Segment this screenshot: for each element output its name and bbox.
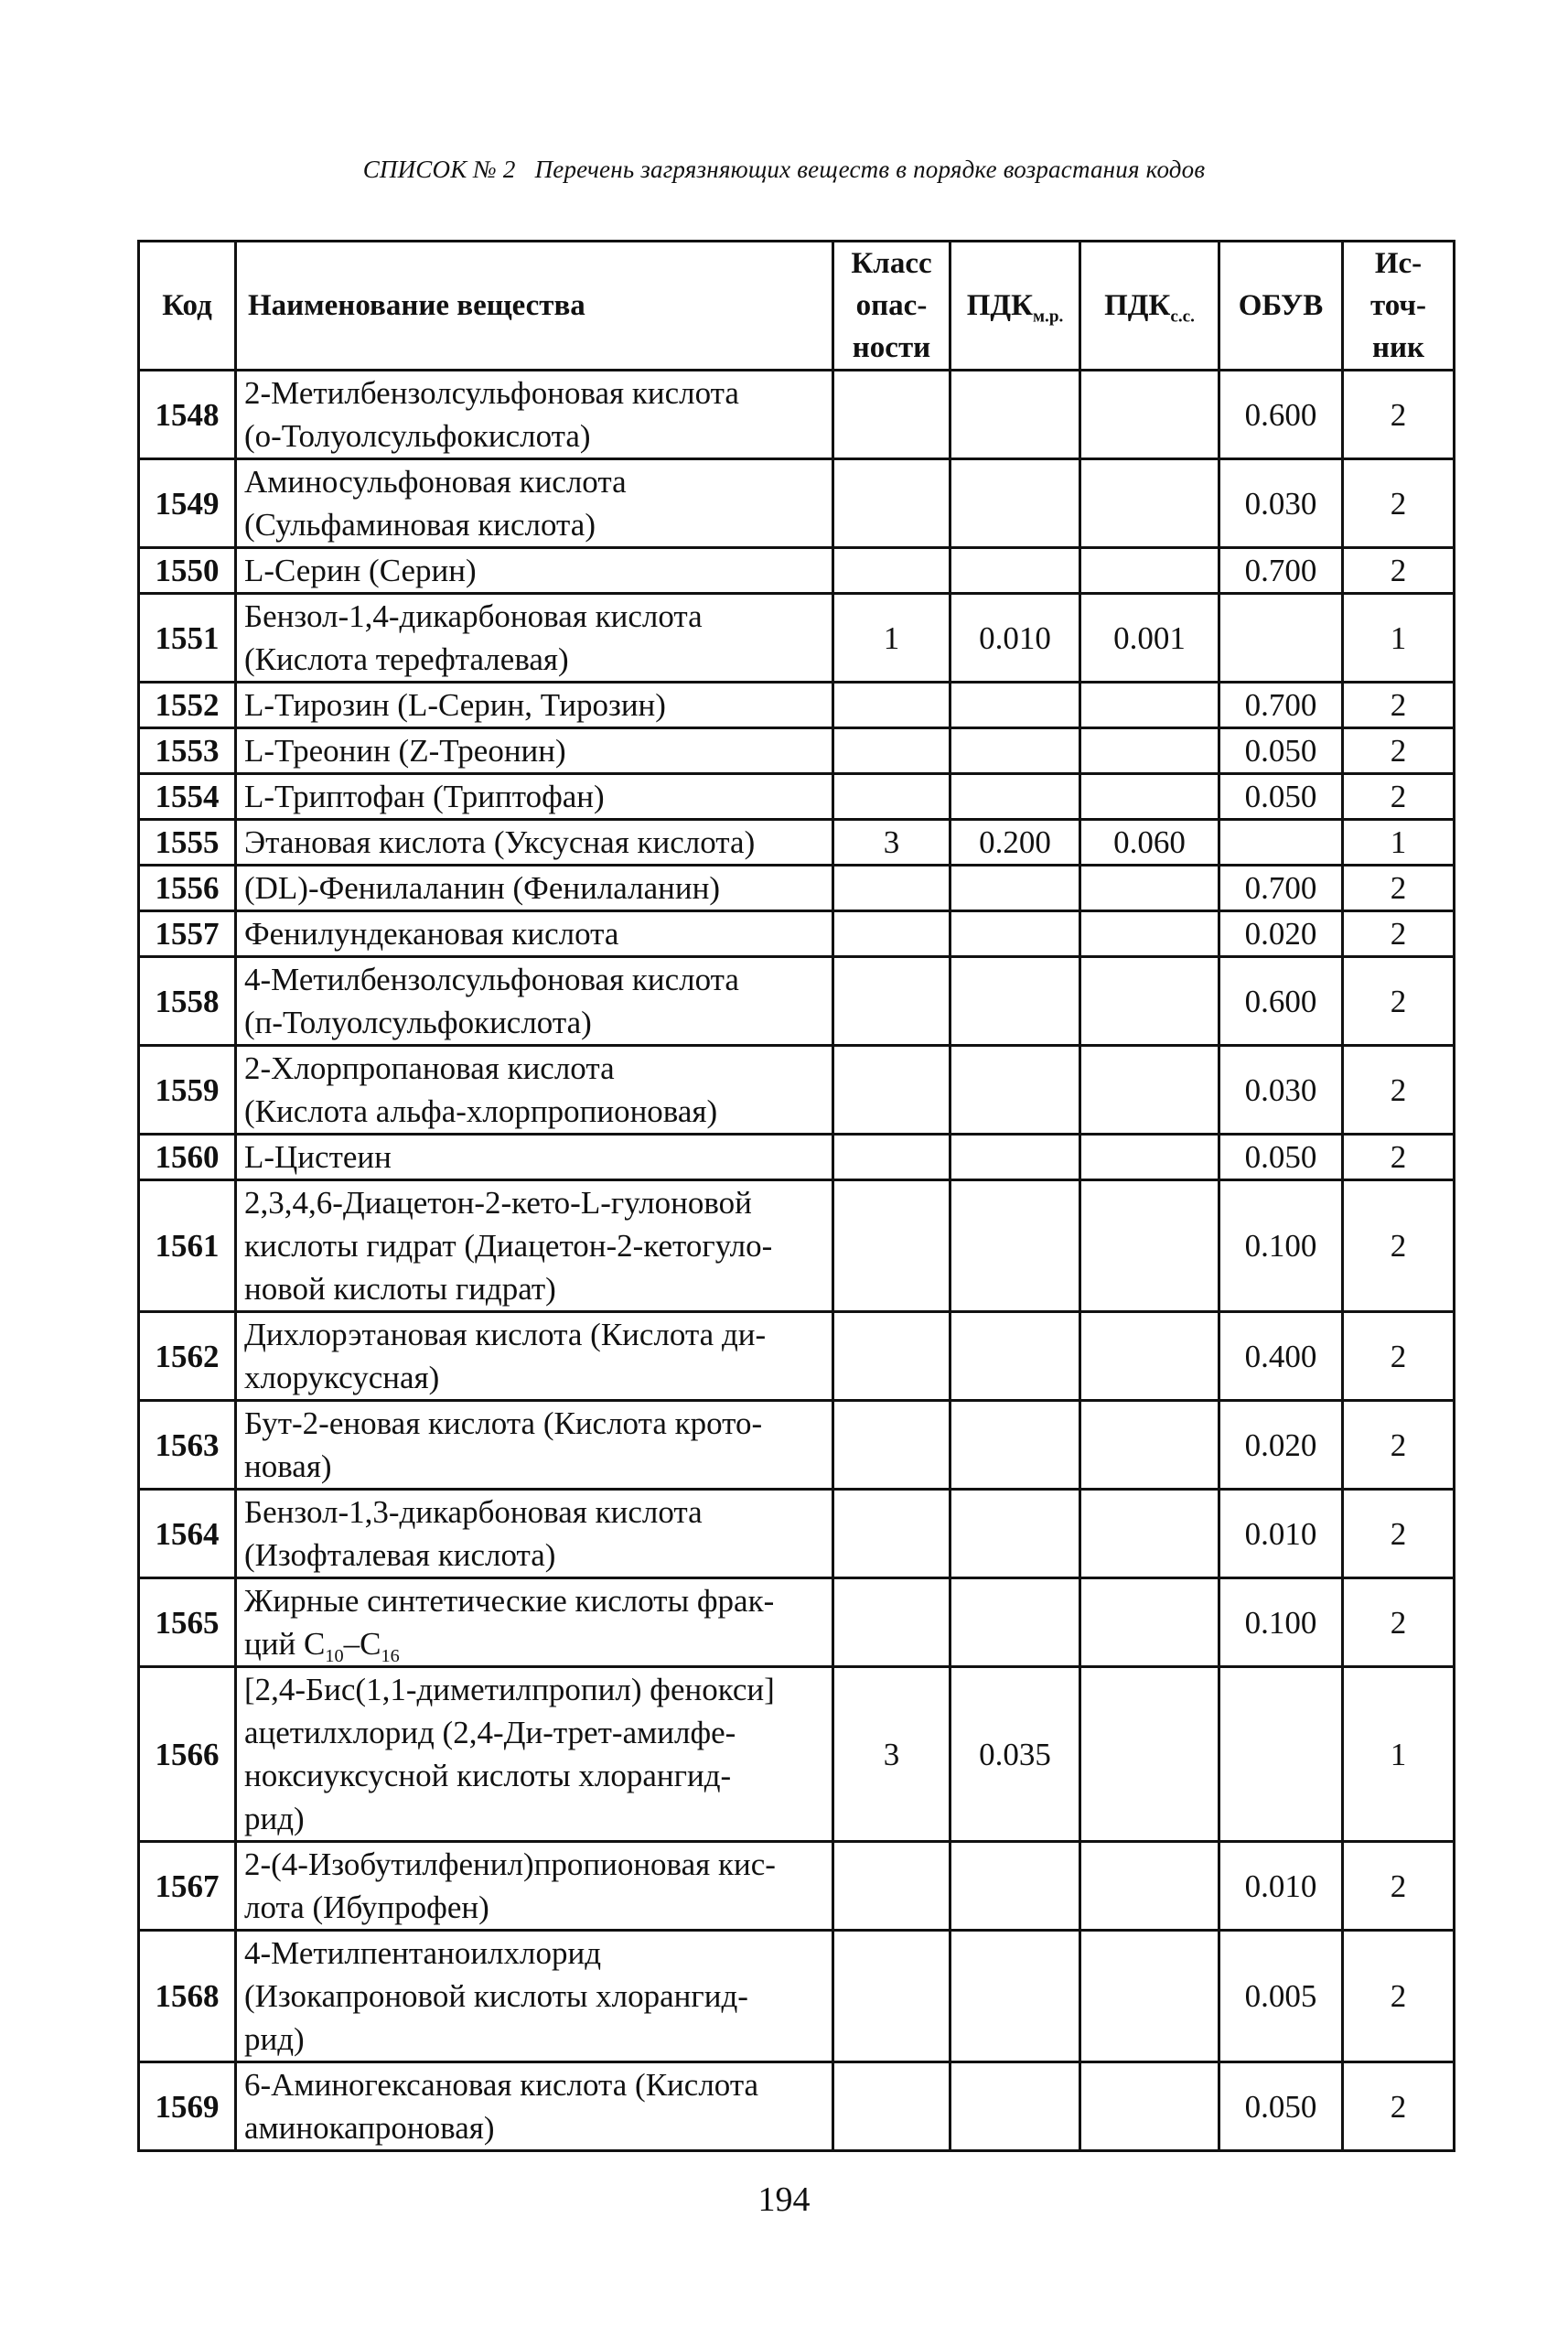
name-text-mid: –C xyxy=(343,1626,381,1662)
cell-code: 1561 xyxy=(139,1180,236,1312)
cell-pdk-mr xyxy=(950,1135,1080,1180)
header-code: Код xyxy=(139,242,236,371)
cell-name: 2-(4-Изобутилфенил)пропионовая кис- лота (Ибупрофен) xyxy=(236,1842,833,1931)
cell-obuv: 0.010 xyxy=(1219,1842,1343,1931)
cell-obuv: 0.700 xyxy=(1219,683,1343,728)
cell-code: 1569 xyxy=(139,2062,236,2151)
cell-obuv: 0.100 xyxy=(1219,1180,1343,1312)
cell-obuv: 0.020 xyxy=(1219,911,1343,957)
cell-pdk-mr xyxy=(950,1578,1080,1667)
cell-code: 1565 xyxy=(139,1578,236,1667)
cell-source: 2 xyxy=(1343,1312,1455,1401)
cell-pdk-ss xyxy=(1080,1401,1219,1490)
cell-code: 1564 xyxy=(139,1490,236,1578)
header-row xyxy=(139,242,1455,371)
cell-name xyxy=(236,1578,833,1667)
list-subtitle: Перечень загрязняющих веществ в порядке возрастания кодов xyxy=(534,156,1206,183)
header-pdk-ss-sub: с.с. xyxy=(1170,307,1195,327)
cell-source: 2 xyxy=(1343,1931,1455,2062)
header-pdk-ss-label: ПДК xyxy=(1104,289,1171,322)
cell-pdk-ss xyxy=(1080,1578,1219,1667)
cell-obuv: 0.600 xyxy=(1219,371,1343,459)
table-row xyxy=(139,371,1455,459)
cell-pdk-mr xyxy=(950,957,1080,1046)
cell-pdk-ss xyxy=(1080,1180,1219,1312)
cell-pdk-mr xyxy=(950,1312,1080,1401)
cell-hazard-class xyxy=(833,774,950,820)
cell-obuv: 0.010 xyxy=(1219,1490,1343,1578)
table-row xyxy=(139,1401,1455,1490)
cell-name: (DL)-Фенилаланин (Фенилаланин) xyxy=(236,866,833,911)
cell-hazard-class xyxy=(833,1135,950,1180)
cell-hazard-class xyxy=(833,1842,950,1931)
cell-pdk-ss xyxy=(1080,1490,1219,1578)
cell-code: 1560 xyxy=(139,1135,236,1180)
cell-code: 1558 xyxy=(139,957,236,1046)
table-row xyxy=(139,2062,1455,2151)
cell-pdk-mr xyxy=(950,1180,1080,1312)
cell-pdk-mr xyxy=(950,2062,1080,2151)
header-hazard-class-label: Класс опас- ности xyxy=(851,247,932,364)
cell-pdk-mr xyxy=(950,728,1080,774)
cell-pdk-mr: 0.035 xyxy=(950,1667,1080,1842)
table-header xyxy=(139,242,1455,371)
table-row xyxy=(139,594,1455,683)
table-row xyxy=(139,1135,1455,1180)
cell-pdk-mr xyxy=(950,683,1080,728)
cell-source: 2 xyxy=(1343,957,1455,1046)
cell-pdk-mr xyxy=(950,371,1080,459)
cell-hazard-class: 3 xyxy=(833,1667,950,1842)
cell-pdk-ss xyxy=(1080,459,1219,548)
cell-name: Бут-2-еновая кислота (Кислота крото- новая) xyxy=(236,1401,833,1490)
cell-pdk-ss: 0.060 xyxy=(1080,820,1219,866)
cell-pdk-ss xyxy=(1080,1312,1219,1401)
cell-pdk-ss xyxy=(1080,683,1219,728)
cell-obuv: 0.005 xyxy=(1219,1931,1343,2062)
cell-source: 1 xyxy=(1343,820,1455,866)
cell-pdk-mr xyxy=(950,1401,1080,1490)
table-row xyxy=(139,459,1455,548)
cell-source: 2 xyxy=(1343,866,1455,911)
cell-name: 2-Хлорпропановая кислота (Кислота альфа-хлорпропионовая) xyxy=(236,1046,833,1135)
page-header xyxy=(0,156,1568,184)
cell-name: L-Цистеин xyxy=(236,1135,833,1180)
cell-obuv: 0.020 xyxy=(1219,1401,1343,1490)
cell-pdk-mr xyxy=(950,1046,1080,1135)
cell-code: 1562 xyxy=(139,1312,236,1401)
cell-name: [2,4-Бис(1,1-диметилпропил) фенокси] ацетилхлорид (2,4-Ди-трет-амилфе- ноксиуксусной кислоты хлорангид- рид) xyxy=(236,1667,833,1842)
cell-source: 2 xyxy=(1343,459,1455,548)
cell-code: 1567 xyxy=(139,1842,236,1931)
table-row xyxy=(139,1578,1455,1667)
table-row xyxy=(139,728,1455,774)
cell-pdk-ss: 0.001 xyxy=(1080,594,1219,683)
cell-hazard-class: 3 xyxy=(833,820,950,866)
cell-obuv: 0.700 xyxy=(1219,548,1343,594)
cell-obuv: 0.050 xyxy=(1219,728,1343,774)
table-row xyxy=(139,548,1455,594)
cell-hazard-class xyxy=(833,1312,950,1401)
name-text: Жирные синтетические кислоты фрак- ций C xyxy=(244,1583,775,1662)
cell-source: 2 xyxy=(1343,1842,1455,1931)
cell-obuv: 0.030 xyxy=(1219,1046,1343,1135)
substances-table xyxy=(137,240,1455,2152)
cell-hazard-class xyxy=(833,459,950,548)
cell-pdk-ss xyxy=(1080,2062,1219,2151)
cell-pdk-mr xyxy=(950,1931,1080,2062)
cell-code: 1550 xyxy=(139,548,236,594)
header-pdk-mr-label: ПДК xyxy=(966,289,1034,322)
table-row xyxy=(139,866,1455,911)
cell-name: 2-Метилбензолсульфоновая кислота (о-Толуолсульфокислота) xyxy=(236,371,833,459)
cell-pdk-mr: 0.010 xyxy=(950,594,1080,683)
cell-code: 1549 xyxy=(139,459,236,548)
cell-hazard-class xyxy=(833,683,950,728)
cell-pdk-mr: 0.200 xyxy=(950,820,1080,866)
header-name: Наименование вещества xyxy=(236,242,833,371)
header-obuv: ОБУВ xyxy=(1219,242,1343,371)
cell-name: 2,3,4,6-Диацетон-2-кето-L-гулоновой кислоты гидрат (Диацетон-2-кетогуло- новой кислоты гидрат) xyxy=(236,1180,833,1312)
cell-pdk-ss xyxy=(1080,728,1219,774)
cell-code: 1552 xyxy=(139,683,236,728)
cell-pdk-ss xyxy=(1080,371,1219,459)
table-row xyxy=(139,1490,1455,1578)
cell-code: 1553 xyxy=(139,728,236,774)
table-row xyxy=(139,1667,1455,1842)
cell-pdk-ss xyxy=(1080,774,1219,820)
cell-source: 1 xyxy=(1343,594,1455,683)
cell-name: L-Треонин (Z-Треонин) xyxy=(236,728,833,774)
cell-name: Аминосульфоновая кислота (Сульфаминовая кислота) xyxy=(236,459,833,548)
cell-hazard-class: 1 xyxy=(833,594,950,683)
cell-hazard-class xyxy=(833,866,950,911)
page-number: 194 xyxy=(757,2180,811,2219)
cell-obuv xyxy=(1219,820,1343,866)
cell-hazard-class xyxy=(833,371,950,459)
cell-pdk-mr xyxy=(950,459,1080,548)
cell-code: 1548 xyxy=(139,371,236,459)
cell-source: 2 xyxy=(1343,548,1455,594)
cell-obuv: 0.050 xyxy=(1219,1135,1343,1180)
cell-hazard-class xyxy=(833,1180,950,1312)
cell-name: Этановая кислота (Уксусная кислота) xyxy=(236,820,833,866)
table-row xyxy=(139,957,1455,1046)
cell-source: 1 xyxy=(1343,1667,1455,1842)
cell-pdk-mr xyxy=(950,911,1080,957)
cell-obuv: 0.400 xyxy=(1219,1312,1343,1401)
cell-source: 2 xyxy=(1343,1135,1455,1180)
cell-code: 1557 xyxy=(139,911,236,957)
cell-code: 1566 xyxy=(139,1667,236,1842)
cell-source: 2 xyxy=(1343,2062,1455,2151)
cell-source: 2 xyxy=(1343,911,1455,957)
cell-pdk-mr xyxy=(950,1490,1080,1578)
cell-hazard-class xyxy=(833,1578,950,1667)
cell-name: 4-Метилпентаноилхлорид (Изокапроновой кислоты хлорангид- рид) xyxy=(236,1931,833,2062)
cell-pdk-ss xyxy=(1080,1046,1219,1135)
cell-hazard-class xyxy=(833,2062,950,2151)
name-subscript: 10 xyxy=(325,1646,344,1666)
cell-hazard-class xyxy=(833,957,950,1046)
cell-hazard-class xyxy=(833,1490,950,1578)
table-row xyxy=(139,683,1455,728)
cell-pdk-ss xyxy=(1080,1135,1219,1180)
header-pdk-mr-sub: м.р. xyxy=(1033,307,1064,327)
header-source-label: Ис- точ- ник xyxy=(1369,247,1427,364)
cell-pdk-ss xyxy=(1080,911,1219,957)
cell-hazard-class xyxy=(833,1046,950,1135)
table-row xyxy=(139,911,1455,957)
cell-code: 1556 xyxy=(139,866,236,911)
cell-obuv: 0.030 xyxy=(1219,459,1343,548)
cell-source: 2 xyxy=(1343,371,1455,459)
cell-obuv xyxy=(1219,1667,1343,1842)
name-subscript: 16 xyxy=(381,1646,400,1666)
list-title: СПИСОК № 2 xyxy=(362,156,516,183)
cell-hazard-class xyxy=(833,1931,950,2062)
cell-pdk-ss xyxy=(1080,1667,1219,1842)
cell-pdk-ss xyxy=(1080,1931,1219,2062)
cell-source: 2 xyxy=(1343,1490,1455,1578)
cell-source: 2 xyxy=(1343,1180,1455,1312)
table-row xyxy=(139,1046,1455,1135)
cell-pdk-ss xyxy=(1080,548,1219,594)
table-row xyxy=(139,1842,1455,1931)
cell-obuv xyxy=(1219,594,1343,683)
cell-name: Бензол-1,4-дикарбоновая кислота (Кислота терефталевая) xyxy=(236,594,833,683)
cell-pdk-mr xyxy=(950,1842,1080,1931)
cell-name: L-Тирозин (L-Серин, Тирозин) xyxy=(236,683,833,728)
cell-source: 2 xyxy=(1343,728,1455,774)
cell-name: Дихлорэтановая кислота (Кислота ди- хлоруксусная) xyxy=(236,1312,833,1401)
cell-source: 2 xyxy=(1343,1578,1455,1667)
cell-source: 2 xyxy=(1343,683,1455,728)
cell-name: 4-Метилбензолсульфоновая кислота (п-Толуолсульфокислота) xyxy=(236,957,833,1046)
table-row xyxy=(139,1312,1455,1401)
cell-name: L-Серин (Серин) xyxy=(236,548,833,594)
table-row xyxy=(139,1931,1455,2062)
cell-hazard-class xyxy=(833,548,950,594)
header-pdk-mr xyxy=(950,242,1080,371)
cell-hazard-class xyxy=(833,728,950,774)
header-pdk-ss xyxy=(1080,242,1219,371)
cell-pdk-mr xyxy=(950,548,1080,594)
cell-obuv: 0.050 xyxy=(1219,2062,1343,2151)
cell-obuv: 0.600 xyxy=(1219,957,1343,1046)
table-row xyxy=(139,820,1455,866)
cell-name: Бензол-1,3-дикарбоновая кислота (Изофталевая кислота) xyxy=(236,1490,833,1578)
cell-pdk-ss xyxy=(1080,957,1219,1046)
cell-code: 1554 xyxy=(139,774,236,820)
cell-pdk-mr xyxy=(950,774,1080,820)
cell-name: Фенилундекановая кислота xyxy=(236,911,833,957)
cell-code: 1551 xyxy=(139,594,236,683)
cell-source: 2 xyxy=(1343,1046,1455,1135)
cell-pdk-ss xyxy=(1080,1842,1219,1931)
cell-source: 2 xyxy=(1343,774,1455,820)
cell-hazard-class xyxy=(833,1401,950,1490)
cell-name: L-Триптофан (Триптофан) xyxy=(236,774,833,820)
cell-obuv: 0.100 xyxy=(1219,1578,1343,1667)
cell-pdk-ss xyxy=(1080,866,1219,911)
table-body xyxy=(139,371,1455,2151)
cell-code: 1563 xyxy=(139,1401,236,1490)
header-source xyxy=(1343,242,1455,371)
cell-name: 6-Аминогексановая кислота (Кислота аминокапроновая) xyxy=(236,2062,833,2151)
cell-hazard-class xyxy=(833,911,950,957)
cell-obuv: 0.700 xyxy=(1219,866,1343,911)
cell-obuv: 0.050 xyxy=(1219,774,1343,820)
table-row xyxy=(139,774,1455,820)
cell-source: 2 xyxy=(1343,1401,1455,1490)
cell-code: 1568 xyxy=(139,1931,236,2062)
table-row xyxy=(139,1180,1455,1312)
cell-code: 1555 xyxy=(139,820,236,866)
cell-pdk-mr xyxy=(950,866,1080,911)
header-hazard-class xyxy=(833,242,950,371)
cell-code: 1559 xyxy=(139,1046,236,1135)
